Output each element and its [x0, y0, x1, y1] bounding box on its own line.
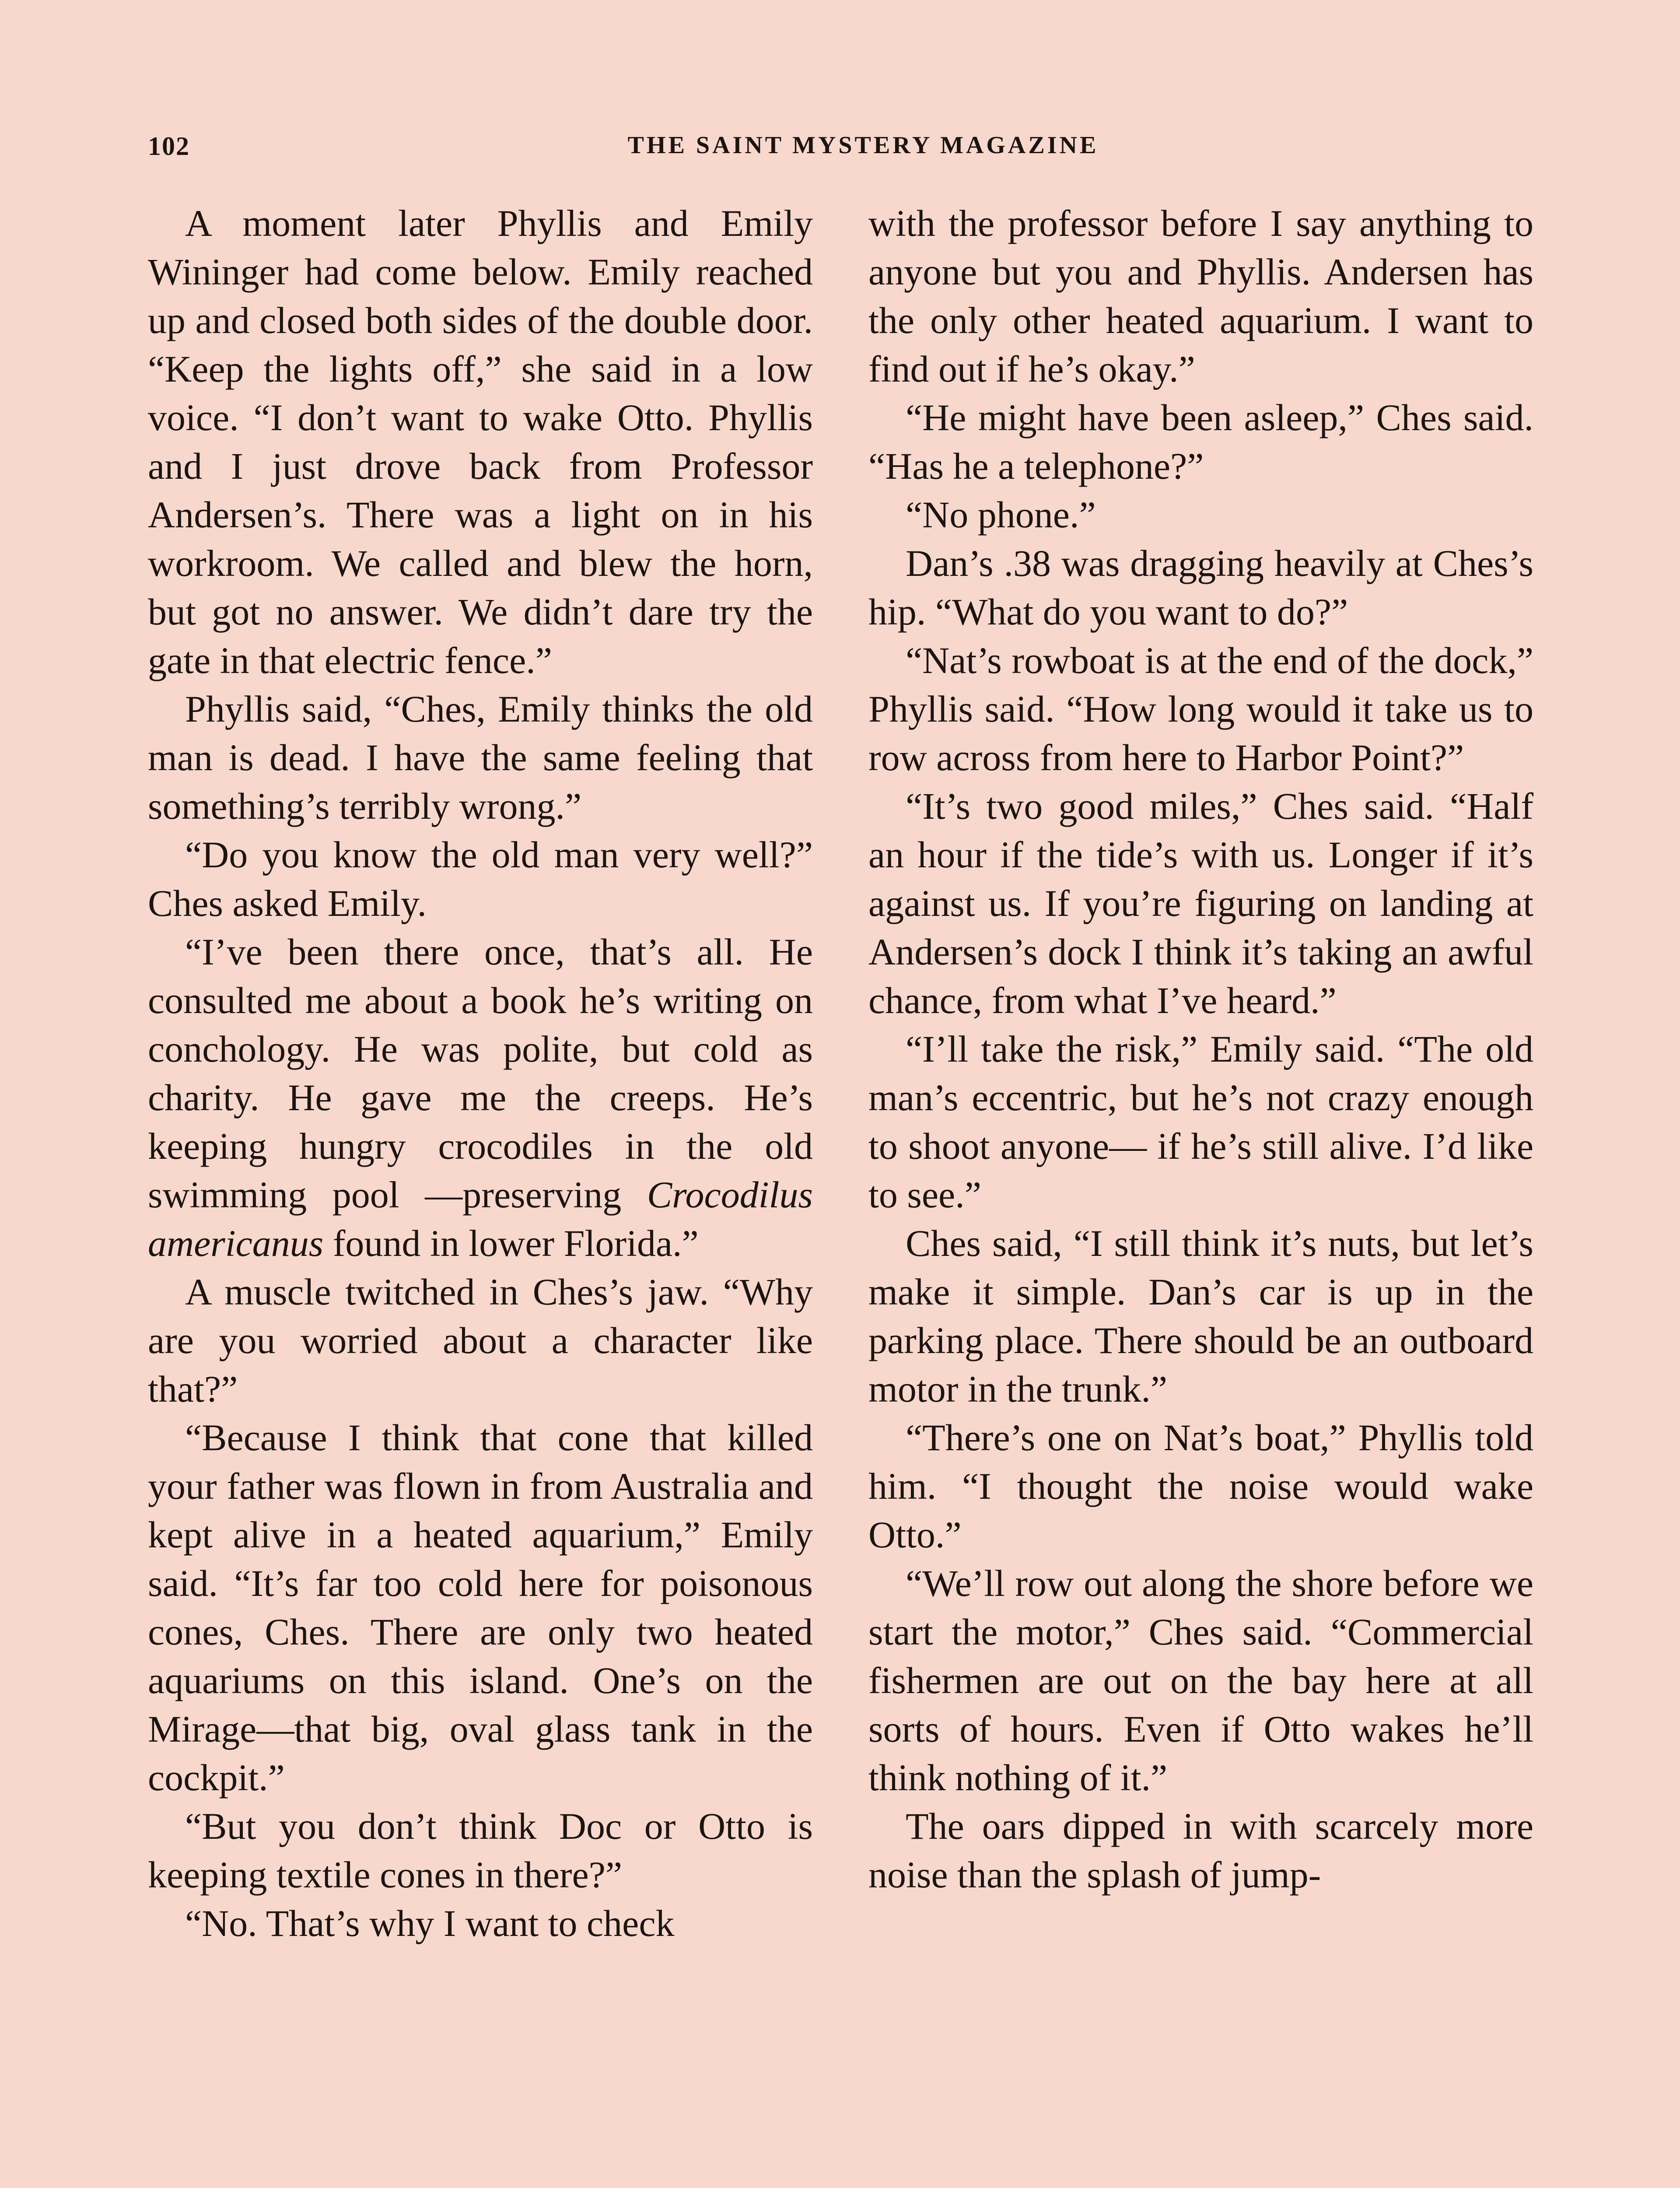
paragraph: “We’ll row out along the shore before we start the motor,” Ches said. “Commercial fishermen are out on the bay here at all sorts of hours. Even if Otto wakes he’ll think nothing of it.” [868, 1562, 1533, 1799]
paragraph: “No phone.” [906, 494, 1096, 536]
paragraph: “No. That’s why I want to check [185, 1902, 675, 1944]
paragraph: The oars dipped in with scarcely more noise than the splash of jump- [868, 1805, 1533, 1896]
paragraph: “I’ll take the risk,” Emily said. “The old man’s eccentric, but he’s not crazy enough to shoot anyone— if he’s still alive. I’d like to see.” [868, 1028, 1533, 1216]
italic-species-name: Crocodilus americanus [148, 1174, 813, 1264]
paragraph: “There’s one on Nat’s boat,” Phyllis told him. “I thought the noise would wake Otto.” [868, 1417, 1533, 1556]
running-title: THE SAINT MYSTERY MAGAZINE [627, 132, 1099, 159]
paragraph: “He might have been asleep,” Ches said. “Has he a telephone?” [868, 396, 1533, 487]
paragraph: Phyllis said, “Ches, Emily thinks the old man is dead. I have the same feeling that something’s terribly wrong.” [148, 688, 813, 827]
paragraph: A moment later Phyllis and Emily Wininger had come below. Emily reached up and closed both sides of the double door. “Keep the lights off,” she said in a low voice. “I don’t want to wake Otto. Phyllis and I just drove back from Professor Andersen’s. There was a light on in his workroom. We called and blew the horn, but got no answer. We didn’t dare try the gate in that electric fence.” [148, 202, 813, 681]
right-column [868, 199, 1533, 1899]
page-header [148, 131, 1578, 171]
paragraph: Dan’s .38 was dragging heavily at Ches’s hip. “What do you want to do?” [868, 542, 1533, 633]
paragraph-text: found in lower Florida.” [323, 1222, 699, 1264]
paragraph: “Because I think that cone that killed your father was flown in from Australia and kept alive in a heated aquarium,” Emily said. “It’s far too cold here for poisonous cones, Ches. There are only two heated aquariums on this island. One’s on the Mirage—that big, oval glass tank in the cockpit.” [148, 1417, 813, 1799]
left-column [148, 199, 813, 1948]
paragraph-continued: with the professor before I say anything to anyone but you and Phyllis. Andersen has the only other heated aquarium. I want to find out if he’s okay.” [868, 202, 1533, 390]
paragraph-text: “I’ve been there once, that’s all. He consulted me about a book he’s writing on conchology. He was polite, but cold as charity. He gave me the creeps. He’s keeping hungry crocodiles in the old swimming pool —preserving [148, 931, 813, 1216]
paragraph: “It’s two good miles,” Ches said. “Half an hour if the tide’s with us. Longer if it’s against us. If you’re figuring on landing at Andersen’s dock I think it’s taking an awful chance, from what I’ve heard.” [868, 785, 1533, 1021]
paragraph: “But you don’t think Doc or Otto is keeping textile cones in there?” [148, 1805, 813, 1896]
paragraph: Ches said, “I still think it’s nuts, but let’s make it simple. Dan’s car is up in the parking place. There should be an outboard motor in the trunk.” [868, 1222, 1533, 1410]
paragraph: “Do you know the old man very well?” Ches asked Emily. [148, 834, 813, 924]
paragraph [148, 928, 813, 1268]
paragraph: “Nat’s rowboat is at the end of the dock,” Phyllis said. “How long would it take us to row across from here to Harbor Point?” [868, 639, 1533, 778]
paragraph: A muscle twitched in Ches’s jaw. “Why are you worried about a character like that?” [148, 1271, 813, 1410]
page-number: 102 [148, 132, 190, 161]
